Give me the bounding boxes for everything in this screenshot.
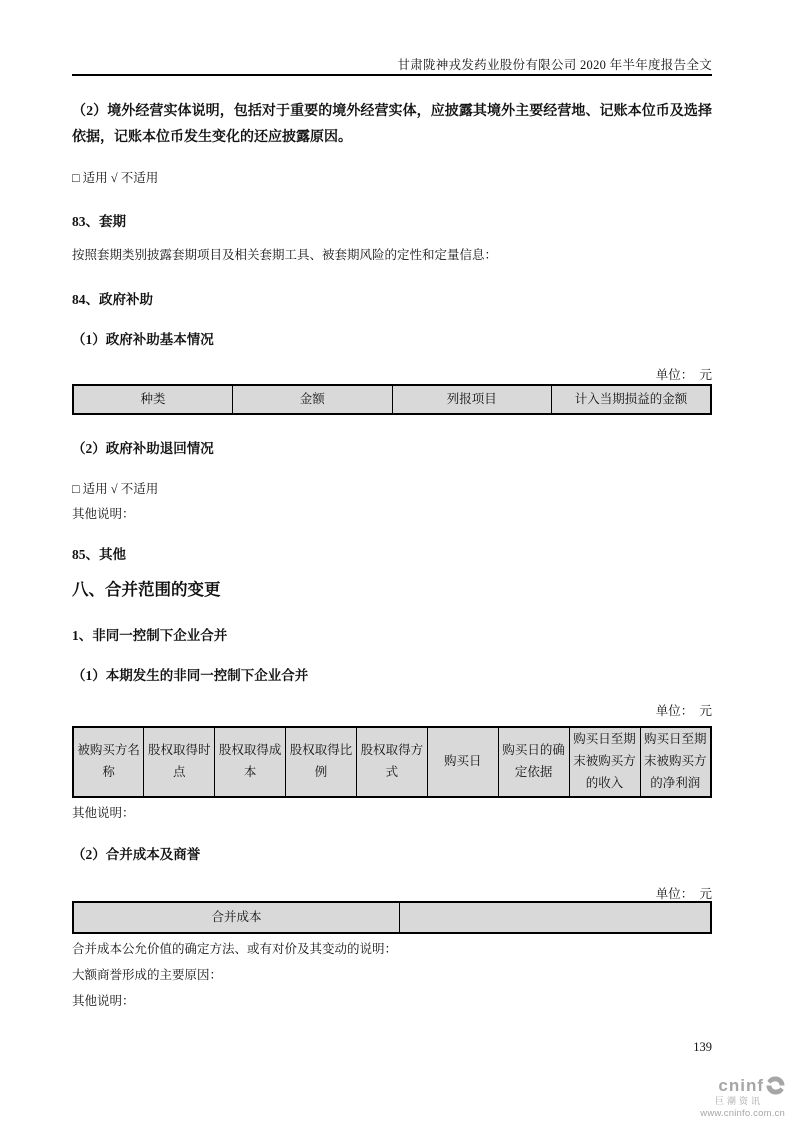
bc-col-net-profit: 购买日至期末被购买方的净利润	[640, 727, 711, 797]
table-header-row	[73, 385, 711, 414]
overseas-entity-heading: （2）境外经营实体说明，包括对于重要的境外经营实体，应披露其境外主要经营地、记账本位币及选择依据，记账本位币发生变化的还应披露原因。	[72, 104, 712, 145]
goodwill-note: 大额商誉形成的主要原因：	[72, 968, 223, 982]
chapter-8-1-title: 1、非同一控制下企业合并	[72, 628, 228, 643]
header-rule	[72, 74, 712, 76]
other-notes-label-3: 其他说明：	[72, 994, 135, 1008]
other-notes-label-1: 其他说明：	[72, 507, 135, 521]
bc-col-cost: 股权取得成本	[215, 727, 286, 797]
merger-cost-header-cell: 合并成本	[73, 902, 400, 933]
page-number: 139	[693, 1040, 712, 1054]
table-header-row	[73, 727, 711, 797]
table-header-row	[73, 902, 711, 933]
chapter-8-1-2-title: （2）合并成本及商誉	[72, 847, 201, 862]
cninfo-logo-chinese: 巨潮资讯	[714, 1096, 763, 1106]
business-combination-table	[72, 726, 712, 798]
section-83-text: 按照套期类别披露套期项目及相关套期工具、被套期风险的定性和定量信息：	[72, 248, 498, 262]
section-85-title: 85、其他	[72, 547, 126, 562]
fair-value-note: 合并成本公允价值的确定方法、或有对价及其变动的说明：	[72, 942, 398, 956]
gov-subsidy-col-type: 种类	[73, 385, 233, 414]
bc-col-method: 股权取得方式	[357, 727, 428, 797]
unit-label-1: 单位： 元	[655, 368, 712, 382]
applicability-line-2: □ 适用 √ 不适用	[72, 482, 159, 496]
merger-cost-value-cell	[400, 902, 712, 933]
cninfo-swirl-icon	[766, 1076, 785, 1095]
bc-col-time: 股权取得时点	[144, 727, 215, 797]
cninfo-logo-row	[645, 1076, 785, 1095]
section-83-title: 83、套期	[72, 214, 126, 229]
section-84-2-title: （2）政府补助退回情况	[72, 441, 214, 456]
other-notes-label-2: 其他说明：	[72, 806, 135, 820]
cninfo-logo-url: www.cninfo.com.cn	[700, 1108, 785, 1119]
bc-col-acquiree: 被购买方名称	[73, 727, 144, 797]
bc-col-revenue: 购买日至期末被购买方的收入	[569, 727, 640, 797]
merger-cost-table	[72, 901, 712, 934]
chapter-8-title: 八、合并范围的变更	[72, 580, 221, 599]
bc-col-ratio: 股权取得比例	[286, 727, 357, 797]
bc-col-purchase-date: 购买日	[427, 727, 498, 797]
unit-label-2: 单位： 元	[655, 704, 712, 718]
cninfo-logo-text: cninf	[718, 1076, 764, 1095]
page-header-title: 甘肃陇神戎发药业股份有限公司 2020 年半年度报告全文	[397, 58, 712, 72]
gov-subsidy-col-amount: 金额	[233, 385, 393, 414]
applicability-line-1: □ 适用 √ 不适用	[72, 171, 159, 185]
section-84-1-title: （1）政府补助基本情况	[72, 332, 214, 347]
unit-label-3: 单位： 元	[655, 887, 712, 901]
bc-col-basis: 购买日的确定依据	[498, 727, 569, 797]
chapter-8-1-1-title: （1）本期发生的非同一控制下企业合并	[72, 668, 309, 683]
gov-subsidy-table	[72, 384, 712, 415]
cninfo-logo	[645, 1076, 785, 1119]
gov-subsidy-col-item: 列报项目	[392, 385, 552, 414]
section-84-title: 84、政府补助	[72, 292, 153, 307]
gov-subsidy-col-profit: 计入当期损益的金额	[552, 385, 712, 414]
